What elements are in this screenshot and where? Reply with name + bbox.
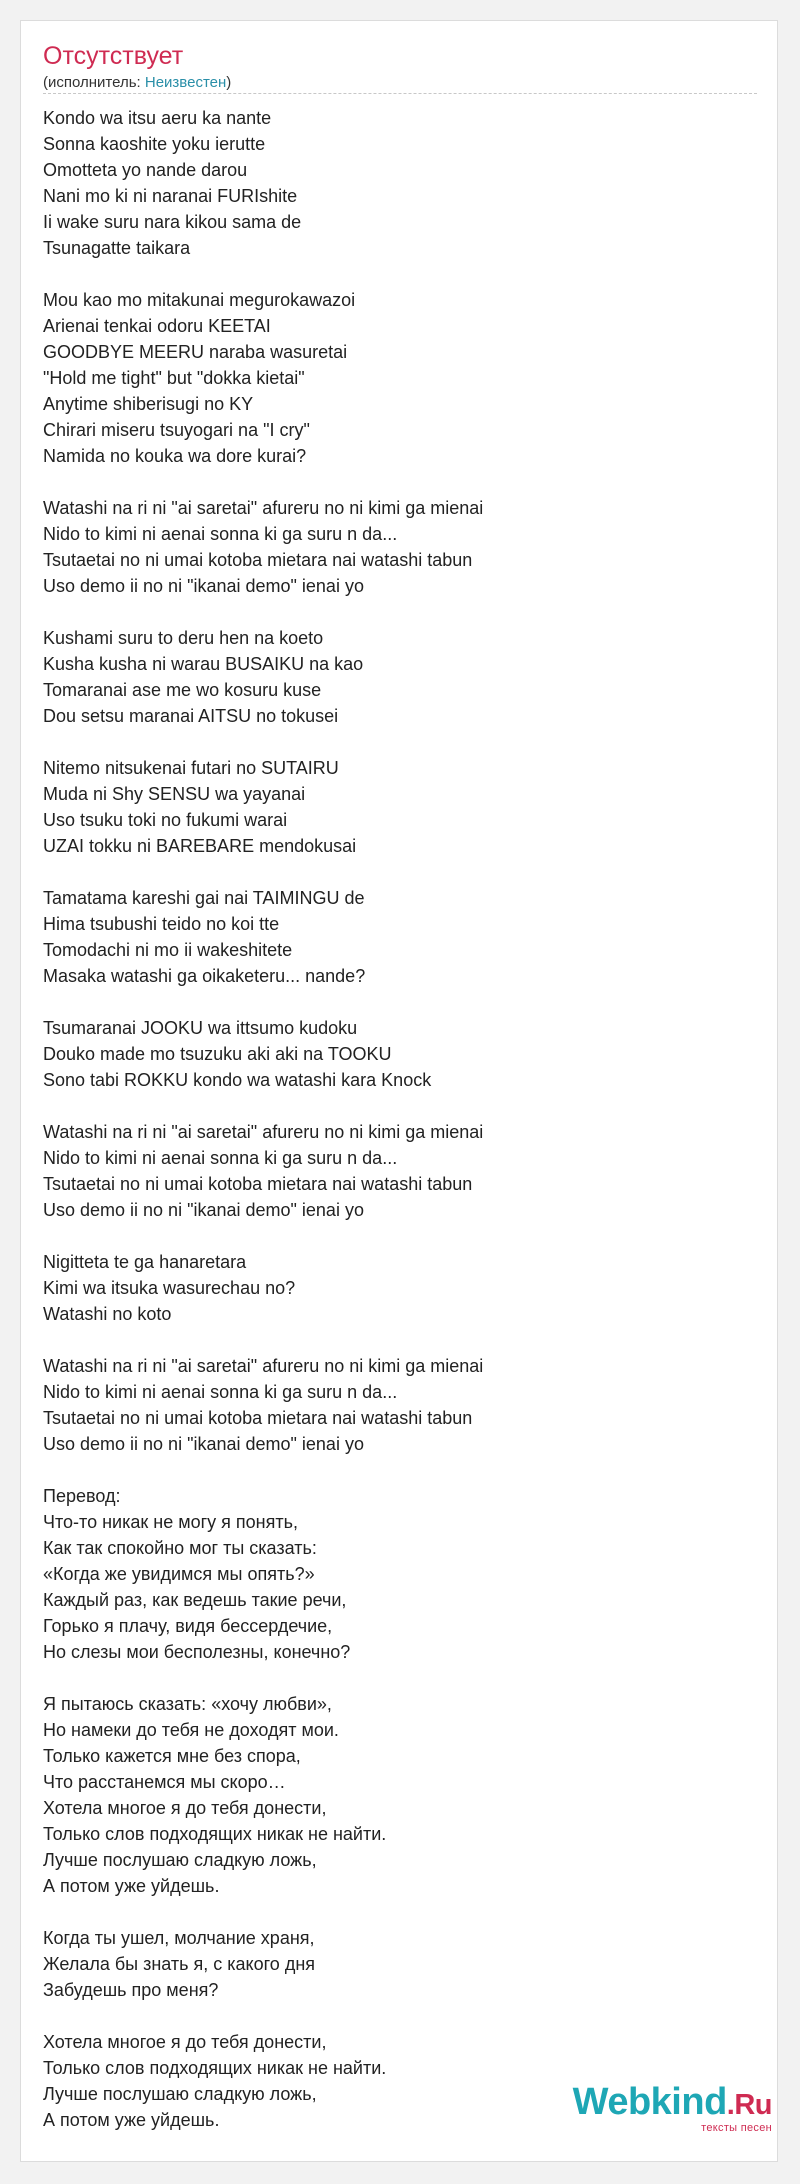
lyrics-line: Tsumaranai JOOKU wa ittsumo kudoku — [43, 1018, 358, 1038]
lyrics-line: Nido to kimi ni aenai sonna ki ga suru n da... — [43, 1148, 398, 1168]
lyrics-stanza — [43, 1483, 757, 1665]
lyrics-line: Uso demo ii no ni "ikanai demo" ienai yo — [43, 576, 364, 596]
lyrics-stanza — [43, 1119, 757, 1223]
lyrics-line: Muda ni Shy SENSU wa yayanai — [43, 784, 306, 804]
lyrics-line: Забудешь про меня? — [43, 1980, 219, 2000]
lyrics-line: Tomaranai ase me wo kosuru kuse — [43, 680, 322, 700]
lyrics-line: Kondo wa itsu aeru ka nante — [43, 108, 272, 128]
lyrics-line: Когда ты ушел, молчание храня, — [43, 1928, 315, 1948]
lyrics-line: Tsutaetai no ni umai kotoba mietara nai watashi tabun — [43, 1408, 473, 1428]
lyrics-body — [43, 105, 757, 2133]
title-divider — [43, 93, 757, 94]
lyrics-line: Только слов подходящих никак не найти. — [43, 2058, 387, 2078]
lyrics-line: Перевод: — [43, 1486, 121, 1506]
lyrics-line: Masaka watashi ga oikaketeru... nande? — [43, 966, 366, 986]
lyrics-line: Tsutaetai no ni umai kotoba mietara nai watashi tabun — [43, 550, 473, 570]
lyrics-line: Хотела многое я до тебя донести, — [43, 1798, 327, 1818]
lyrics-line: Tsunagatte taikara — [43, 238, 191, 258]
lyrics-line: "Hold me tight" but "dokka kietai" — [43, 368, 305, 388]
lyrics-line: Только кажется мне без спора, — [43, 1746, 301, 1766]
logo-wordmark — [573, 2083, 772, 2124]
lyrics-line: Sono tabi ROKKU kondo wa watashi kara Knock — [43, 1070, 432, 1090]
lyrics-line: Mou kao mo mitakunai megurokawazoi — [43, 290, 356, 310]
artist-suffix: ) — [226, 74, 232, 91]
lyrics-stanza — [43, 495, 757, 599]
lyrics-stanza — [43, 1925, 757, 2003]
lyrics-line: Tomodachi ni mo ii wakeshitete — [43, 940, 293, 960]
logo-tld: .Ru — [726, 2089, 772, 2121]
artist-prefix: (исполнитель: — [43, 74, 145, 91]
song-title: Отсутствует — [43, 42, 184, 70]
lyrics-line: А потом уже уйдешь. — [43, 1876, 220, 1896]
lyrics-line: Что расстанемся мы скоро… — [43, 1772, 286, 1792]
lyrics-line: Dou setsu maranai AITSU no tokusei — [43, 706, 339, 726]
artist-line — [43, 74, 231, 92]
lyrics-line: Только слов подходящих никак не найти. — [43, 1824, 387, 1844]
lyrics-line: Как так спокойно мог ты сказать: — [43, 1538, 317, 1558]
lyrics-line: Tsutaetai no ni umai kotoba mietara nai watashi tabun — [43, 1174, 473, 1194]
lyrics-line: Hima tsubushi teido no koi tte — [43, 914, 280, 934]
site-logo[interactable] — [573, 2083, 772, 2134]
lyrics-line: Nitemo nitsukenai futari no SUTAIRU — [43, 758, 339, 778]
lyrics-line: Nigitteta te ga hanaretara — [43, 1252, 247, 1272]
lyrics-stanza — [43, 287, 757, 469]
lyrics-stanza — [43, 885, 757, 989]
lyrics-line: Uso demo ii no ni "ikanai demo" ienai yo — [43, 1434, 364, 1454]
lyrics-line: Watashi na ri ni "ai saretai" afureru no ni kimi ga mienai — [43, 498, 484, 518]
lyrics-line: Chirari miseru tsuyogari na "I cry" — [43, 420, 310, 440]
artist-link[interactable]: Неизвестен — [144, 74, 227, 91]
lyrics-line: Douko made mo tsuzuku aki aki na TOOKU — [43, 1044, 392, 1064]
logo-brand: Webkind — [572, 2081, 727, 2123]
lyrics-line: Arienai tenkai odoru KEETAI — [43, 316, 271, 336]
lyrics-line: Nido to kimi ni aenai sonna ki ga suru n da... — [43, 524, 398, 544]
lyrics-line: Sonna kaoshite yoku ierutte — [43, 134, 266, 154]
lyrics-line: Хотела многое я до тебя донести, — [43, 2032, 327, 2052]
lyrics-stanza — [43, 1691, 757, 1899]
lyrics-line: Kusha kusha ni warau BUSAIKU na kao — [43, 654, 364, 674]
lyrics-line: Лучше послушаю сладкую ложь, — [43, 1850, 317, 1870]
lyrics-line: Каждый раз, как ведешь такие речи, — [43, 1590, 347, 1610]
lyrics-line: Желала бы знать я, с какого дня — [43, 1954, 316, 1974]
lyrics-line: Omotteta yo nande darou — [43, 160, 248, 180]
lyrics-line: Uso demo ii no ni "ikanai demo" ienai yo — [43, 1200, 364, 1220]
lyrics-line: Nido to kimi ni aenai sonna ki ga suru n da... — [43, 1382, 398, 1402]
lyrics-stanza — [43, 625, 757, 729]
lyrics-line: Горько я плачу, видя бессердечие, — [43, 1616, 333, 1636]
lyrics-line: Nani mo ki ni naranai FURIshite — [43, 186, 298, 206]
lyrics-stanza — [43, 1015, 757, 1093]
lyrics-line: Лучше послушаю сладкую ложь, — [43, 2084, 317, 2104]
logo-tagline: тексты песен — [701, 2122, 772, 2134]
lyrics-line: Namida no kouka wa dore kurai? — [43, 446, 307, 466]
lyrics-line: А потом уже уйдешь. — [43, 2110, 220, 2130]
lyrics-line: Я пытаюсь сказать: «хочу любви», — [43, 1694, 332, 1714]
lyrics-line: Что-то никак не могу я понять, — [43, 1512, 298, 1532]
lyrics-line: Tamatama kareshi gai nai TAIMINGU de — [43, 888, 365, 908]
lyrics-line: Watashi na ri ni "ai saretai" afureru no ni kimi ga mienai — [43, 1356, 484, 1376]
lyrics-line: Kushami suru to deru hen na koeto — [43, 628, 324, 648]
lyrics-line: Но намеки до тебя не доходят мои. — [43, 1720, 339, 1740]
lyrics-line: «Когда же увидимся мы опять?» — [43, 1564, 315, 1584]
lyrics-line: UZAI tokku ni BAREBARE mendokusai — [43, 836, 357, 856]
lyrics-line: Но слезы мои бесполезны, конечно? — [43, 1642, 351, 1662]
lyrics-card — [20, 20, 778, 2162]
lyrics-line: Ii wake suru nara kikou sama de — [43, 212, 302, 232]
lyrics-stanza — [43, 1249, 757, 1327]
lyrics-line: Kimi wa itsuka wasurechau no? — [43, 1278, 296, 1298]
lyrics-stanza — [43, 755, 757, 859]
lyrics-line: Watashi no koto — [43, 1304, 172, 1324]
lyrics-line: Watashi na ri ni "ai saretai" afureru no ni kimi ga mienai — [43, 1122, 484, 1142]
lyrics-line: Uso tsuku toki no fukumi warai — [43, 810, 288, 830]
lyrics-stanza — [43, 105, 757, 261]
lyrics-line: GOODBYE MEERU naraba wasuretai — [43, 342, 348, 362]
lyrics-stanza — [43, 1353, 757, 1457]
lyrics-line: Anytime shiberisugi no KY — [43, 394, 254, 414]
